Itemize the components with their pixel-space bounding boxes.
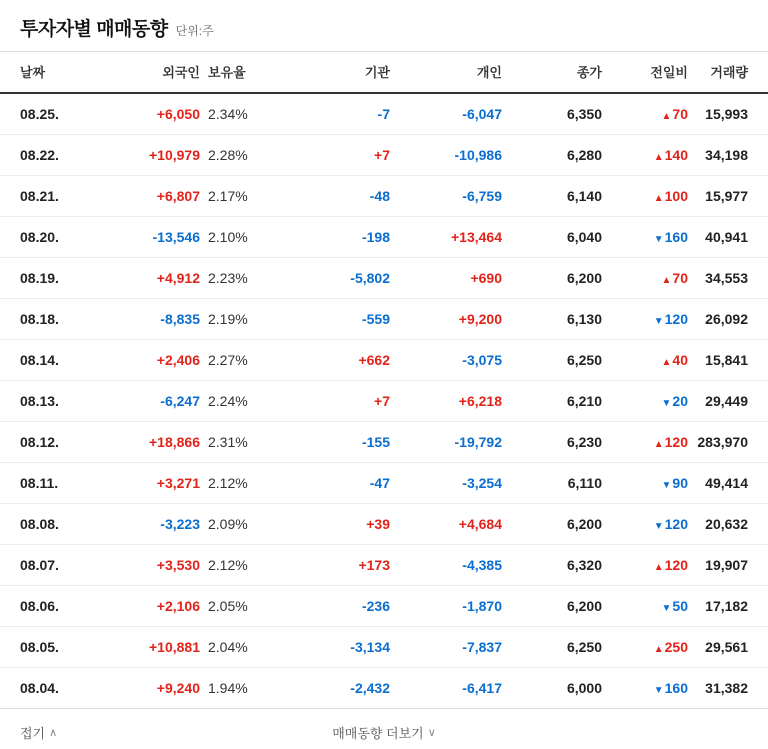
cell-close-price: 6,250 xyxy=(502,340,602,381)
table-footer xyxy=(0,709,768,742)
cell-institution-net: -3,134 xyxy=(280,627,390,668)
cell-close-price: 6,200 xyxy=(502,586,602,627)
cell-date: 08.18. xyxy=(0,299,92,340)
cell-individual-net: +9,200 xyxy=(390,299,502,340)
triangle-up-icon: ▲ xyxy=(661,357,672,368)
cell-date: 08.07. xyxy=(0,545,92,586)
table-header-row xyxy=(0,52,768,94)
cell-price-change xyxy=(602,381,688,422)
cell-price-change xyxy=(602,135,688,176)
investor-trading-table xyxy=(0,51,768,709)
cell-foreign-net: +2,106 xyxy=(92,586,200,627)
cell-institution-net: +173 xyxy=(280,545,390,586)
column-header-change: 전일비 xyxy=(602,52,688,94)
cell-institution-net: +7 xyxy=(280,381,390,422)
triangle-down-icon: ▼ xyxy=(653,685,664,696)
cell-institution-net: -5,802 xyxy=(280,258,390,299)
cell-individual-net: -6,047 xyxy=(390,93,502,135)
triangle-up-icon: ▲ xyxy=(661,275,672,286)
cell-volume: 49,414 xyxy=(688,463,768,504)
cell-individual-net: -1,870 xyxy=(390,586,502,627)
panel-header xyxy=(0,0,768,51)
cell-institution-net: -48 xyxy=(280,176,390,217)
cell-volume: 15,977 xyxy=(688,176,768,217)
table-row xyxy=(0,93,768,135)
cell-close-price: 6,210 xyxy=(502,381,602,422)
triangle-down-icon: ▼ xyxy=(653,234,664,245)
cell-close-price: 6,230 xyxy=(502,422,602,463)
cell-holding-rate: 2.04% xyxy=(200,627,280,668)
triangle-up-icon: ▲ xyxy=(653,439,664,450)
cell-volume: 15,993 xyxy=(688,93,768,135)
cell-individual-net: -19,792 xyxy=(390,422,502,463)
price-change-value: 50 xyxy=(672,598,688,614)
cell-date: 08.08. xyxy=(0,504,92,545)
cell-date: 08.14. xyxy=(0,340,92,381)
cell-foreign-net: +2,406 xyxy=(92,340,200,381)
cell-price-change xyxy=(602,463,688,504)
cell-price-change xyxy=(602,422,688,463)
cell-institution-net: -7 xyxy=(280,93,390,135)
table-row xyxy=(0,176,768,217)
cell-date: 08.22. xyxy=(0,135,92,176)
cell-close-price: 6,000 xyxy=(502,668,602,709)
cell-price-change xyxy=(602,299,688,340)
cell-holding-rate: 2.19% xyxy=(200,299,280,340)
price-change-value: 160 xyxy=(664,229,688,245)
collapse-label: 접기 xyxy=(20,726,46,741)
chevron-down-icon: ∨ xyxy=(427,727,436,739)
cell-price-change xyxy=(602,586,688,627)
chevron-up-icon: ∧ xyxy=(49,727,58,739)
cell-holding-rate: 2.12% xyxy=(200,463,280,504)
price-change-value: 120 xyxy=(664,434,688,450)
cell-individual-net: -3,254 xyxy=(390,463,502,504)
cell-holding-rate: 2.27% xyxy=(200,340,280,381)
cell-date: 08.20. xyxy=(0,217,92,258)
cell-volume: 31,382 xyxy=(688,668,768,709)
cell-price-change xyxy=(602,545,688,586)
column-header-date: 날짜 xyxy=(0,52,92,94)
more-trends-label: 매매동향 더보기 xyxy=(332,726,424,741)
cell-close-price: 6,110 xyxy=(502,463,602,504)
cell-institution-net: -198 xyxy=(280,217,390,258)
column-header-institution: 기관 xyxy=(280,52,390,94)
triangle-down-icon: ▼ xyxy=(661,480,672,491)
table-row xyxy=(0,586,768,627)
triangle-down-icon: ▼ xyxy=(661,398,672,409)
cell-price-change xyxy=(602,627,688,668)
cell-volume: 17,182 xyxy=(688,586,768,627)
cell-volume: 15,841 xyxy=(688,340,768,381)
cell-date: 08.19. xyxy=(0,258,92,299)
cell-holding-rate: 1.94% xyxy=(200,668,280,709)
triangle-up-icon: ▲ xyxy=(653,644,664,655)
triangle-down-icon: ▼ xyxy=(653,521,664,532)
cell-foreign-net: -13,546 xyxy=(92,217,200,258)
cell-institution-net: -559 xyxy=(280,299,390,340)
cell-holding-rate: 2.28% xyxy=(200,135,280,176)
cell-volume: 34,198 xyxy=(688,135,768,176)
cell-holding-rate: 2.31% xyxy=(200,422,280,463)
price-change-value: 160 xyxy=(664,680,688,696)
table-row xyxy=(0,668,768,709)
price-change-value: 70 xyxy=(672,106,688,122)
page-title: 투자자별 매매동향 xyxy=(20,19,168,40)
cell-holding-rate: 2.23% xyxy=(200,258,280,299)
cell-price-change xyxy=(602,93,688,135)
price-change-value: 140 xyxy=(664,147,688,163)
cell-foreign-net: +4,912 xyxy=(92,258,200,299)
cell-date: 08.11. xyxy=(0,463,92,504)
cell-institution-net: +7 xyxy=(280,135,390,176)
cell-foreign-net: +10,979 xyxy=(92,135,200,176)
price-change-value: 120 xyxy=(664,311,688,327)
table-row xyxy=(0,299,768,340)
cell-close-price: 6,320 xyxy=(502,545,602,586)
table-row xyxy=(0,258,768,299)
cell-institution-net: -155 xyxy=(280,422,390,463)
cell-volume: 19,907 xyxy=(688,545,768,586)
cell-individual-net: -6,417 xyxy=(390,668,502,709)
cell-institution-net: -236 xyxy=(280,586,390,627)
unit-label: 단위:주 xyxy=(175,24,214,38)
cell-institution-net: -47 xyxy=(280,463,390,504)
cell-individual-net: +690 xyxy=(390,258,502,299)
table-row xyxy=(0,135,768,176)
cell-price-change xyxy=(602,217,688,258)
price-change-value: 90 xyxy=(672,475,688,491)
cell-close-price: 6,200 xyxy=(502,504,602,545)
cell-holding-rate: 2.05% xyxy=(200,586,280,627)
cell-volume: 29,561 xyxy=(688,627,768,668)
cell-holding-rate: 2.17% xyxy=(200,176,280,217)
cell-holding-rate: 2.12% xyxy=(200,545,280,586)
cell-close-price: 6,280 xyxy=(502,135,602,176)
cell-foreign-net: +6,050 xyxy=(92,93,200,135)
column-header-volume: 거래량 xyxy=(688,52,768,94)
cell-institution-net: +39 xyxy=(280,504,390,545)
cell-holding-rate: 2.34% xyxy=(200,93,280,135)
cell-price-change xyxy=(602,176,688,217)
cell-close-price: 6,200 xyxy=(502,258,602,299)
price-change-value: 100 xyxy=(664,188,688,204)
table-row xyxy=(0,217,768,258)
cell-price-change xyxy=(602,258,688,299)
cell-date: 08.25. xyxy=(0,93,92,135)
cell-volume: 34,553 xyxy=(688,258,768,299)
cell-foreign-net: -6,247 xyxy=(92,381,200,422)
cell-volume: 20,632 xyxy=(688,504,768,545)
cell-institution-net: -2,432 xyxy=(280,668,390,709)
price-change-value: 120 xyxy=(664,516,688,532)
cell-price-change xyxy=(602,340,688,381)
triangle-up-icon: ▲ xyxy=(653,152,664,163)
cell-close-price: 6,350 xyxy=(502,93,602,135)
cell-holding-rate: 2.24% xyxy=(200,381,280,422)
cell-individual-net: -7,837 xyxy=(390,627,502,668)
table-row xyxy=(0,381,768,422)
table-row xyxy=(0,627,768,668)
cell-holding-rate: 2.09% xyxy=(200,504,280,545)
cell-volume: 26,092 xyxy=(688,299,768,340)
price-change-value: 20 xyxy=(672,393,688,409)
cell-date: 08.04. xyxy=(0,668,92,709)
triangle-up-icon: ▲ xyxy=(653,562,664,573)
cell-date: 08.13. xyxy=(0,381,92,422)
cell-date: 08.05. xyxy=(0,627,92,668)
cell-individual-net: +13,464 xyxy=(390,217,502,258)
table-row xyxy=(0,340,768,381)
cell-individual-net: +6,218 xyxy=(390,381,502,422)
cell-date: 08.06. xyxy=(0,586,92,627)
table-row xyxy=(0,504,768,545)
cell-volume: 40,941 xyxy=(688,217,768,258)
cell-foreign-net: -8,835 xyxy=(92,299,200,340)
cell-institution-net: +662 xyxy=(280,340,390,381)
cell-foreign-net: -3,223 xyxy=(92,504,200,545)
table-row xyxy=(0,545,768,586)
price-change-value: 250 xyxy=(664,639,688,655)
cell-foreign-net: +9,240 xyxy=(92,668,200,709)
cell-individual-net: -10,986 xyxy=(390,135,502,176)
cell-foreign-net: +3,271 xyxy=(92,463,200,504)
table-row xyxy=(0,463,768,504)
cell-individual-net: +4,684 xyxy=(390,504,502,545)
cell-individual-net: -6,759 xyxy=(390,176,502,217)
cell-foreign-net: +10,881 xyxy=(92,627,200,668)
table-body xyxy=(0,93,768,709)
cell-date: 08.21. xyxy=(0,176,92,217)
price-change-value: 40 xyxy=(672,352,688,368)
cell-individual-net: -4,385 xyxy=(390,545,502,586)
triangle-down-icon: ▼ xyxy=(653,316,664,327)
cell-volume: 29,449 xyxy=(688,381,768,422)
column-header-foreign: 외국인 xyxy=(92,52,200,94)
cell-foreign-net: +3,530 xyxy=(92,545,200,586)
triangle-up-icon: ▲ xyxy=(661,111,672,122)
cell-close-price: 6,140 xyxy=(502,176,602,217)
cell-foreign-net: +18,866 xyxy=(92,422,200,463)
price-change-value: 120 xyxy=(664,557,688,573)
triangle-down-icon: ▼ xyxy=(661,603,672,614)
cell-foreign-net: +6,807 xyxy=(92,176,200,217)
more-trends-button[interactable] xyxy=(0,723,768,742)
column-header-individual: 개인 xyxy=(390,52,502,94)
cell-close-price: 6,250 xyxy=(502,627,602,668)
cell-price-change xyxy=(602,668,688,709)
price-change-value: 70 xyxy=(672,270,688,286)
table-row xyxy=(0,422,768,463)
cell-date: 08.12. xyxy=(0,422,92,463)
cell-holding-rate: 2.10% xyxy=(200,217,280,258)
cell-individual-net: -3,075 xyxy=(390,340,502,381)
cell-close-price: 6,040 xyxy=(502,217,602,258)
cell-price-change xyxy=(602,504,688,545)
triangle-up-icon: ▲ xyxy=(653,193,664,204)
column-header-close-price: 종가 xyxy=(502,52,602,94)
cell-volume: 283,970 xyxy=(688,422,768,463)
cell-close-price: 6,130 xyxy=(502,299,602,340)
column-header-holding-rate: 보유율 xyxy=(200,52,280,94)
